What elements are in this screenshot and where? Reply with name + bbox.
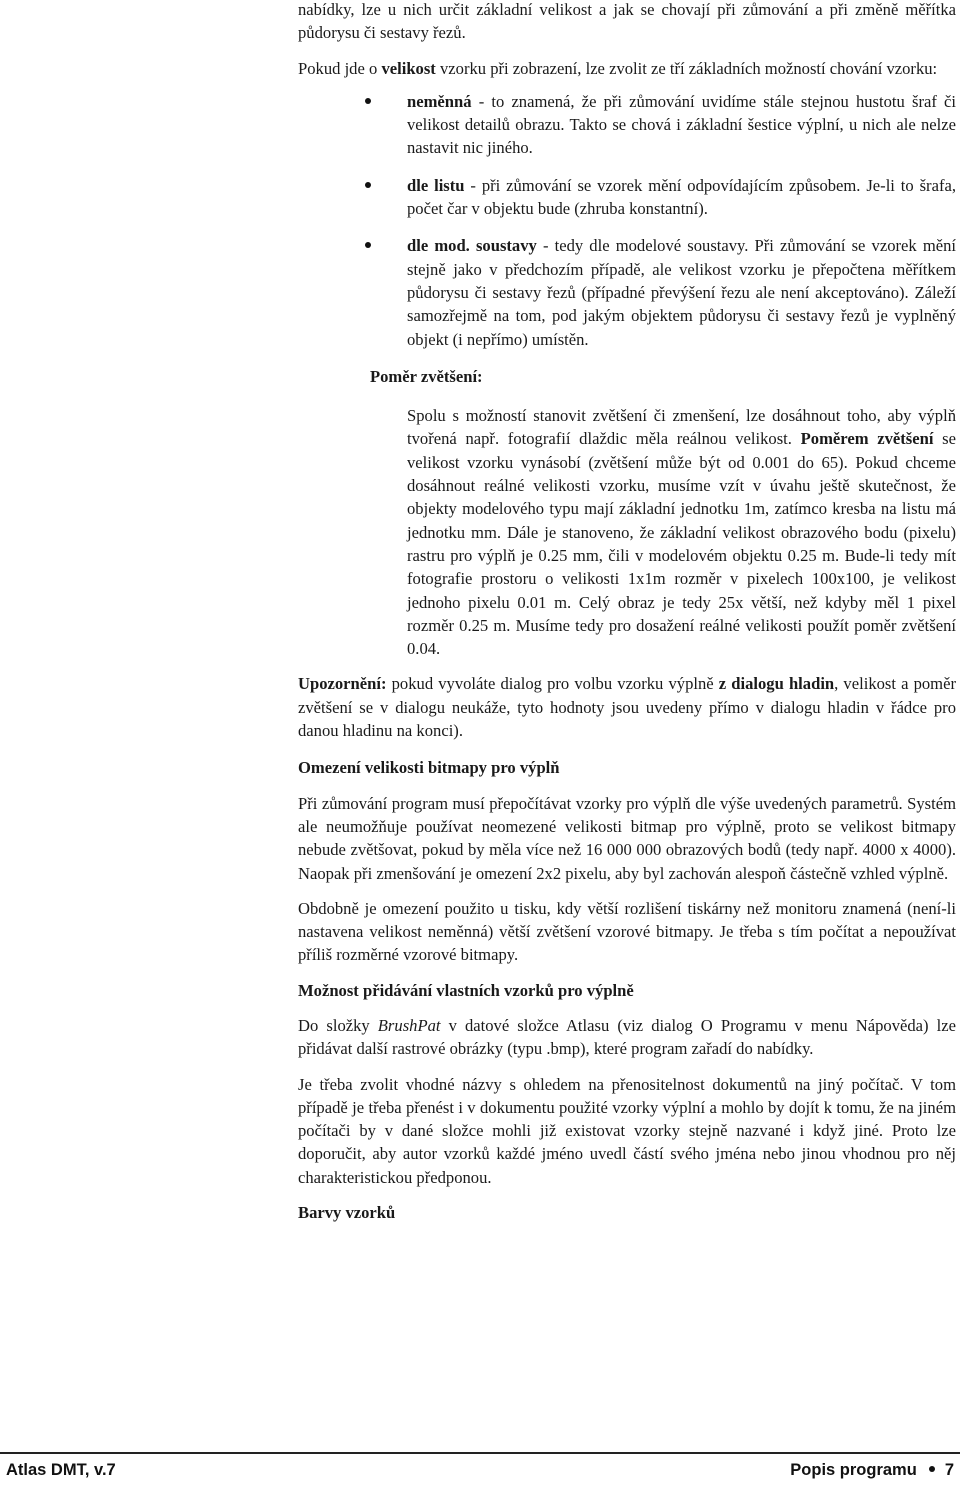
list-item: dle mod. soustavy - tedy dle modelové soustavy. Při zůmování se vzorek mění stejně jako v předchozím případě, ale velikost vzorku je přepočtena měřítkem půdorysu či sestavy řezů (případné převýšení řezu ale není akceptováno). Záleží samozřejmě na tom, pod jakým objektem půdorysu či sestavy řezů je vyplněný objekt (i nepřímo) umístěn. — [407, 234, 956, 350]
bold-term-ratio: Poměrem zvětšení — [800, 429, 934, 449]
paragraph-bitmap-1: Při zůmování program musí přepočítávat vzorky pro výplň dle výše uvedených parametrů. Systém ale neumožňuje používat neomezené velikosti bitmap pro výplně, proto se velikost bitmapy nebude zvětšovat, pokud by měla více než 16 000 000 obrazových bodů (tedy např. 4000 x 4000). Naopak při zmenšování je omezení 2x2 pixelu, aby byl zachován alespoň částečně vzhled výplně. — [298, 793, 956, 883]
section-heading-bitmap: Omezení velikosti bitmapy pro výplň — [298, 758, 560, 778]
folder-name: BrushPat — [377, 1015, 441, 1035]
page-content — [298, 0, 956, 1224]
bullet-separator-icon — [929, 1466, 935, 1472]
warning-label: Upozornění: — [298, 674, 387, 694]
bold-term-velikost: velikost — [381, 58, 436, 78]
bullet-icon — [365, 182, 371, 188]
paragraph-intro-continued: nabídky, lze u nich určit základní velikost a jak se chovají při zůmování a při změně měřítka půdorysu či sestavy řezů. — [298, 0, 956, 43]
paragraph-size-options: Pokud jde o velikost vzorku při zobrazení, lze zvolit ze tří základních možností chování vzorku: — [298, 58, 938, 78]
paragraph-ratio: Spolu s možností stanovit zvětšení či zmenšení, lze dosáhnout toho, aby výplň tvořená např. fotografií dlaždic měla reálnou velikost. Poměrem zvětšení se velikost vzorku vynásobí (zvětšení může být od 0.001 do 65). Pokud chceme dosáhnout reálné velikosti vzorku, musíme vzít v úvahu ještě skutečnost, že objekty modelového typu mají základní jednotku 1m, zatímco kresba na listu má jednotku mm. Dále je stanoveno, že základní velikost obrazového bodu (pixelu) rastru pro výplň je 0.25 mm, čili v modelovém objektu 0.25 m. Bude-li tedy mít fotografie prostoru o velikosti 1x1m rozměr v pixelech 100x100, je velikost jednoho pixelu 0.01 m. Celý obraz je tedy 25x větší, než kdyby měl 1 pixel rozměr 0.25 m. Musíme tedy pro dosažení reálné velikosti použít poměr zvětšení 0.04. — [407, 406, 956, 659]
bullet-icon — [365, 242, 371, 248]
list-item: dle listu - při zůmování se vzorek mění odpovídajícím způsobem. Je-li to šrafa, počet čar v objektu bude (zhruba konstantní). — [407, 174, 956, 221]
bullet-term: dle listu — [407, 175, 465, 195]
paragraph-custom-2: Je třeba zvolit vhodné názvy s ohledem na přenositelnost dokumentů na jiný počítač. V tom případě je třeba přenést i v dokumentu použité vzorky výplní a mohlo by dojít k tomu, že na jiném počítači by v dané složce mohli již existovat vzorky stejně nazvané i když jiné. Proto lze doporučit, aby autor vzorků každé jméno uvedl částí svého jména nebo jinou vhodnou pro něj charakteristickou předponou. — [298, 1074, 956, 1187]
paragraph-warning: Upozornění: pokud vyvoláte dialog pro volbu vzorku výplně z dialogu hladin, velikost a poměr zvětšení se v dialogu neukáže, tyto hodnoty jsou uvedeny přímo v dialogu hladin v řádce pro danou hladinu na konci). — [298, 674, 956, 741]
list-item: neměnná - to znamená, že při zůmování uvidíme stále stejnou hustotu šraf či velikost detailů obrazu. Takto se chová i základní šestice výplní, u nich ale nelze nastavit nic jiného. — [407, 90, 956, 160]
paragraph-bitmap-2: Obdobně je omezení použito u tisku, kdy větší rozlišení tiskárny než monitoru znamená (není-li nastavena velikost neměnná) větší zvětšení vzorové bitmapy. Je třeba s tím počítat a nepoužívat příliš rozměrné vzorové bitmapy. — [298, 898, 956, 965]
bullet-term: dle mod. soustavy — [407, 236, 537, 256]
section-heading-colors: Barvy vzorků — [298, 1203, 396, 1223]
footer-title: Atlas DMT, v.7 — [6, 1461, 116, 1479]
footer-section — [790, 1461, 954, 1480]
paragraph-custom-1: Do složky BrushPat v datové složce Atlasu (viz dialog O Programu v menu Nápověda) lze přidávat další rastrové obrázky (typu .bmp), které program zařadí do nabídky. — [298, 1015, 956, 1059]
ratio-heading: Poměr zvětšení: — [370, 366, 483, 386]
footer-section-label: Popis programu — [790, 1461, 917, 1479]
page-number: 7 — [944, 1461, 954, 1479]
section-heading-custom: Možnost přidávání vlastních vzorků pro výplně — [298, 980, 634, 1000]
footer-divider — [0, 1452, 960, 1454]
size-behavior-list — [298, 90, 956, 351]
bullet-term: neměnná — [407, 91, 472, 111]
bold-term-layers: z dialogu hladin — [718, 674, 835, 694]
bullet-icon — [365, 98, 371, 104]
